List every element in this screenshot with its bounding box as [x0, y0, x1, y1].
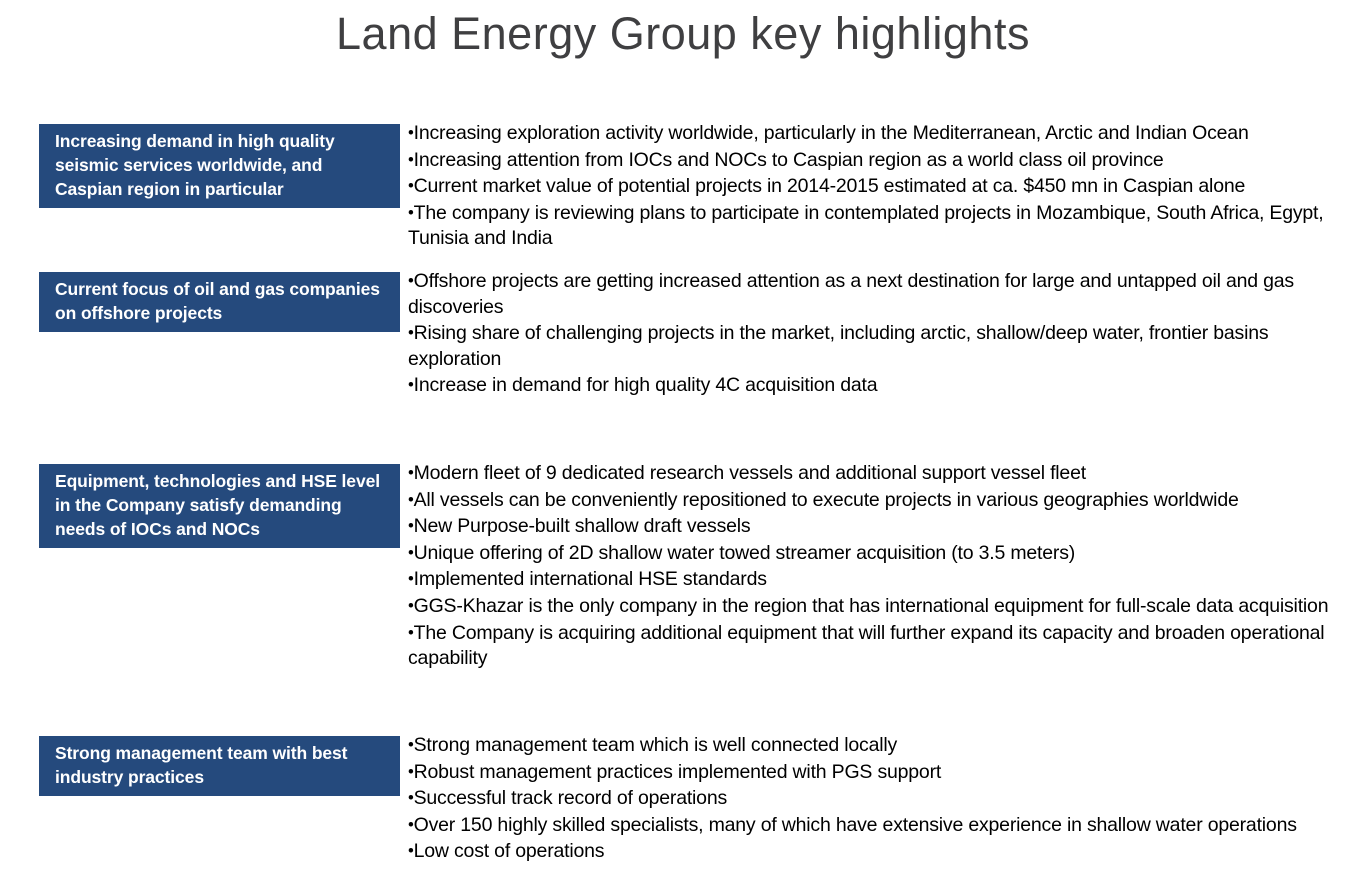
bullet-item: • Strong management team which is well connected locally — [408, 732, 1360, 759]
bullet-item: • Unique offering of 2D shallow water towed streamer acquisition (to 3.5 meters) — [408, 540, 1360, 567]
bullet-item: • GGS-Khazar is the only company in the region that has international equipment for full-scale data acquisition — [408, 593, 1360, 620]
section-bullet-list — [408, 120, 1360, 252]
bullet-item: • Robust management practices implemented with PGS support — [408, 759, 1360, 786]
bullet-item: • Increase in demand for high quality 4C acquisition data — [408, 372, 1360, 399]
section-offshore-focus — [39, 268, 1360, 399]
bullet-item: • Increasing attention from IOCs and NOCs to Caspian region as a world class oil province — [408, 147, 1360, 174]
bullet-item: • Successful track record of operations — [408, 785, 1360, 812]
bullet-item: • All vessels can be conveniently repositioned to execute projects in various geographies worldwide — [408, 487, 1360, 514]
bullet-item: • The Company is acquiring additional equipment that will further expand its capacity and broaden operational capability — [408, 620, 1360, 672]
bullet-item: • Offshore projects are getting increased attention as a next destination for large and untapped oil and gas discoveries — [408, 268, 1360, 320]
section-heading-label: Increasing demand in high quality seismic services worldwide, and Caspian region in particular — [55, 131, 335, 199]
bullet-item: • Over 150 highly skilled specialists, many of which have extensive experience in shallow water operations — [408, 812, 1360, 839]
bullet-item: • Modern fleet of 9 dedicated research vessels and additional support vessel fleet — [408, 460, 1360, 487]
section-heading-label: Strong management team with best industry practices — [55, 743, 348, 787]
section-bullet-list — [408, 732, 1360, 865]
section-heading-label: Current focus of oil and gas companies on offshore projects — [55, 279, 380, 323]
bullet-item: • Increasing exploration activity worldwide, particularly in the Mediterranean, Arctic and Indian Ocean — [408, 120, 1360, 147]
bullet-item: • Rising share of challenging projects in the market, including arctic, shallow/deep water, frontier basins exploration — [408, 320, 1360, 372]
section-heading-box — [39, 464, 400, 548]
section-management-team — [39, 732, 1360, 865]
section-heading-label: Equipment, technologies and HSE level in the Company satisfy demanding needs of IOCs and NOCs — [55, 471, 380, 539]
section-heading-box — [39, 736, 400, 796]
section-heading-box — [39, 124, 400, 208]
bullet-item: • The company is reviewing plans to participate in contemplated projects in Mozambique, South Africa, Egypt, Tunisia and India — [408, 200, 1360, 252]
section-bullet-list — [408, 268, 1360, 399]
bullet-item: • Current market value of potential projects in 2014-2015 estimated at ca. $450 mn in Caspian alone — [408, 173, 1360, 200]
bullet-item: • New Purpose-built shallow draft vessels — [408, 513, 1360, 540]
page-title: Land Energy Group key highlights — [336, 8, 1030, 59]
section-increasing-demand — [39, 120, 1360, 252]
bullet-item: • Low cost of operations — [408, 838, 1360, 865]
bullet-item: • Implemented international HSE standards — [408, 566, 1360, 593]
section-equipment-hse — [39, 460, 1360, 672]
section-heading-box — [39, 272, 400, 332]
section-bullet-list — [408, 460, 1360, 672]
